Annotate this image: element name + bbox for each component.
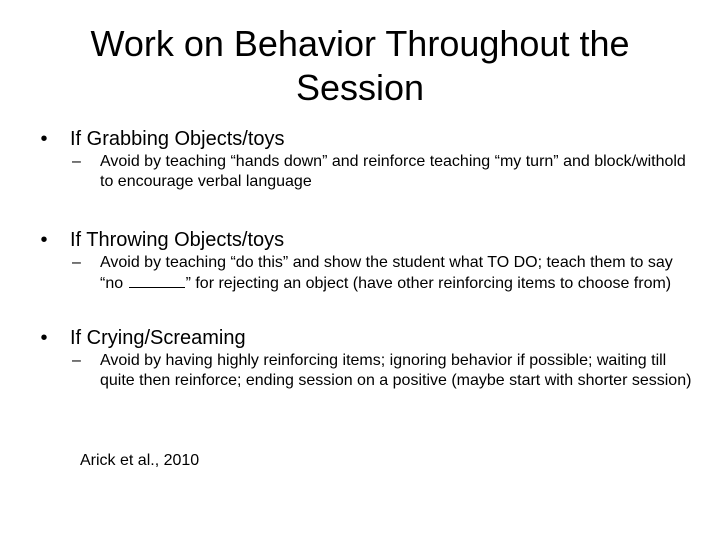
bullet-list [34,126,694,390]
sub-bullet-marker: – [72,153,81,170]
bullet-text: If Crying/Screaming [70,327,246,349]
sub-bullet-marker: – [72,254,81,271]
bullet-text: If Throwing Objects/toys [70,229,285,251]
bullet-item-crying [34,325,694,351]
slide-title: Work on Behavior Throughout the Session [90,23,630,108]
sub-bullet-text-after-blank: ” for rejecting an object (have other reinforcing items to choose from) [185,274,672,292]
sub-bullet-text: Avoid by teaching “hands down” and reinforce teaching “my turn” and block/withold to encourage verbal language [100,153,686,190]
bullet-marker: • [40,327,48,349]
sub-bullet-grabbing [34,152,694,191]
citation: Arick et al., 2010 [80,452,200,469]
sub-bullet-marker: – [72,352,81,369]
bullet-item-throwing [34,227,694,253]
bullet-marker: • [40,229,48,251]
bullet-text: If Grabbing Objects/toys [70,128,285,150]
bullet-item-grabbing [34,126,694,152]
sub-bullet-throwing [34,253,694,293]
sub-bullet-text: Avoid by having highly reinforcing items; ignoring behavior if possible; waiting till quite then reinforce; ending session on a positive (maybe start with shorter session) [100,352,692,389]
sub-bullet-crying [34,351,694,390]
fill-in-blank-line [129,273,185,288]
sub-bullet-text-before-blank: Avoid by teaching “do this” and show the student what TO DO; teach them to say “no [100,254,673,292]
bullet-marker: • [40,128,48,150]
